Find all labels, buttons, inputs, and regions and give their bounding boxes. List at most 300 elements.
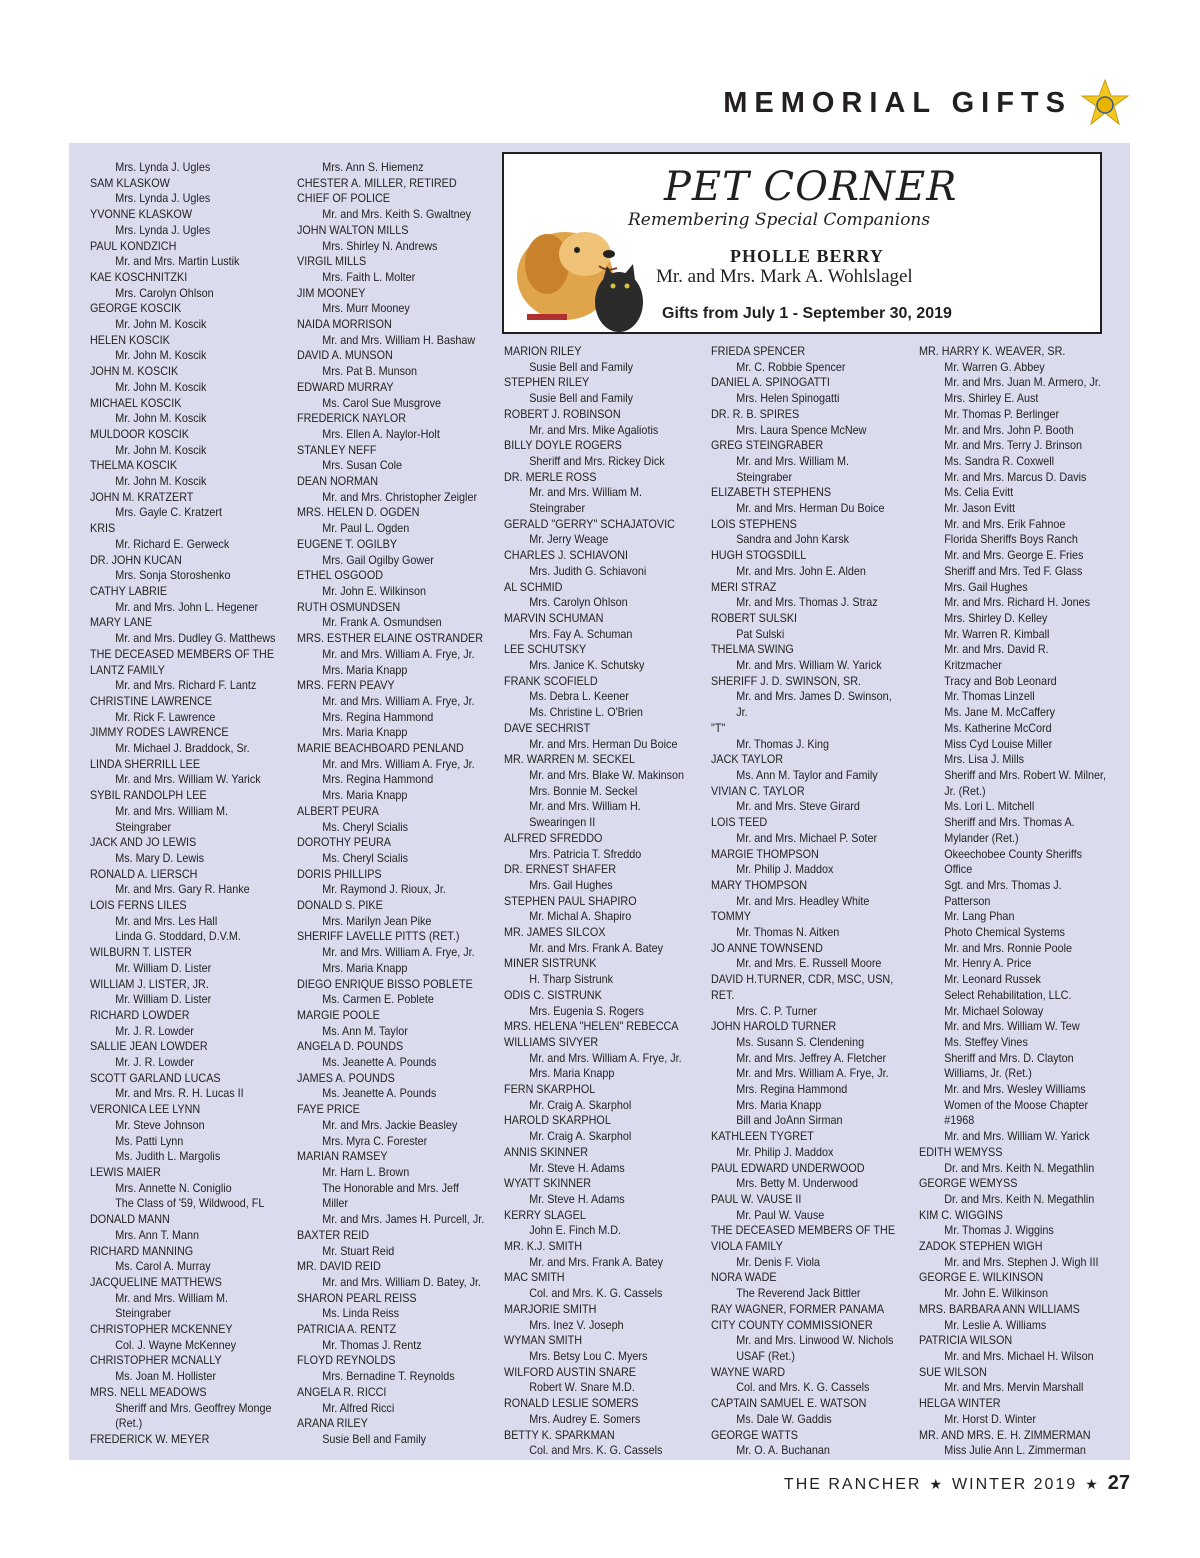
donor-name: Miss Julie Ann L. Zimmerman — [944, 1443, 1086, 1458]
donor-name: Mr. Denis F. Viola — [736, 1254, 821, 1269]
donor-name: Mr. and Mrs. Les Hall — [115, 913, 218, 928]
honoree-name: GEORGE KOSCIK — [90, 301, 182, 316]
honoree-name: MR. K.J. SMITH — [504, 1239, 583, 1254]
donor-name: Mrs. Regina Hammond — [322, 709, 434, 724]
donor-name: Mr. Thomas J. Wiggins — [944, 1223, 1054, 1238]
honoree-name: MARIE BEACHBOARD PENLAND — [297, 741, 464, 756]
donor-name: Ms. Carmen E. Poblete — [322, 992, 434, 1007]
donor-name: Mrs. Shirley D. Kelley — [944, 610, 1048, 625]
honoree-name: MRS. BARBARA ANN WILLIAMS — [919, 1301, 1080, 1316]
honoree-name: CHRISTOPHER MCNALLY — [90, 1353, 222, 1368]
donor-name: Mrs. Gayle C. Kratzert — [115, 505, 223, 520]
honoree-name: JAMES A. POUNDS — [297, 1070, 395, 1085]
honoree-name: LOIS FERNS LILES — [90, 898, 187, 913]
pet-donor: Mr. and Mrs. Mark A. Wohlslagel — [656, 266, 913, 287]
donor-name: Sheriff and Mrs. D. Clayton — [944, 1050, 1074, 1065]
donor-name: Mr. Philip J. Maddox — [736, 862, 834, 877]
honoree-name: KIM C. WIGGINS — [919, 1207, 1004, 1222]
donor-name: Mr. and Mrs. Marcus D. Davis — [944, 469, 1087, 484]
donor-name: Mr. and Mrs. William M. — [529, 485, 643, 500]
donor-name: Mr. Raymond J. Rioux, Jr. — [322, 882, 446, 897]
donor-name: Patterson — [944, 893, 991, 908]
donor-name: Mr. J. R. Lowder — [115, 1023, 194, 1038]
honoree-name: CAPTAIN SAMUEL E. WATSON — [711, 1396, 867, 1411]
donor-name: Ms. Jane M. McCaffery — [944, 705, 1056, 720]
donor-name: (Ret.) — [115, 1416, 143, 1431]
honoree-name: ANNIS SKINNER — [504, 1144, 589, 1159]
honoree-name: JOHN M. KOSCIK — [90, 364, 179, 379]
donor-name: Kritzmacher — [944, 658, 1002, 673]
honoree-name: CHRISTOPHER MCKENNEY — [90, 1322, 233, 1337]
donor-name: Mrs. Lynda J. Ugles — [115, 222, 211, 237]
honoree-name: MAC SMITH — [504, 1270, 565, 1285]
donor-name: Mrs. Annette N. Coniglio — [115, 1180, 232, 1195]
donor-name: Mrs. Maria Knapp — [322, 725, 408, 740]
donor-name: Mrs. Shirley N. Andrews — [322, 238, 438, 253]
star-separator-icon: ★ — [929, 1476, 945, 1492]
donor-name: Mr. and Mrs. Christopher Zeigler — [322, 489, 478, 504]
donor-name: Mr. William D. Lister — [115, 960, 212, 975]
donor-name: Mr. Rick F. Lawrence — [115, 709, 216, 724]
honoree-name: PAUL EDWARD UNDERWOOD — [711, 1160, 865, 1175]
donor-name: USAF (Ret.) — [736, 1349, 796, 1363]
honoree-name: DAVE SECHRIST — [504, 720, 591, 735]
donor-name: Mrs. Ann T. Mann — [115, 1227, 200, 1242]
donor-name: Mr. and Mrs. John L. Hegener — [115, 599, 259, 614]
donor-name: Mr. and Mrs. Michael P. Soter — [736, 830, 878, 845]
donor-name: Mrs. Regina Hammond — [736, 1082, 848, 1097]
donor-name: Mr. and Mrs. Richard F. Lantz — [115, 678, 257, 693]
donor-name: Mrs. Maria Knapp — [322, 788, 408, 803]
honoree-name: DAVID A. MUNSON — [297, 348, 393, 363]
donor-name: Mr. Thomas J. King — [736, 736, 830, 751]
donor-name: Mr. Steve H. Adams — [529, 1160, 625, 1175]
honoree-name: RICHARD LOWDER — [90, 1007, 190, 1022]
donor-name: Mr. and Mrs. Keith S. Gwaltney — [322, 207, 472, 222]
honoree-name: MARVIN SCHUMAN — [504, 610, 604, 625]
donor-name: Mr. John E. Wilkinson — [322, 583, 427, 598]
donor-name: Robert W. Snare M.D. — [529, 1380, 635, 1395]
donor-name: Mr. and Mrs. Stephen J. Wigh III — [944, 1254, 1099, 1269]
honoree-name: VIRGIL MILLS — [297, 254, 367, 269]
honoree-name: PATRICIA WILSON — [919, 1333, 1013, 1348]
honoree-name: MR. DAVID REID — [297, 1259, 381, 1274]
honoree-name: ODIS C. SISTRUNK — [504, 987, 602, 1002]
donor-name: Ms. Debra L. Keener — [529, 689, 629, 704]
honoree-name: MERI STRAZ — [711, 579, 777, 594]
donor-name: Ms. Steffey Vines — [944, 1034, 1028, 1049]
donor-name: Mr. and Mrs. William W. Yarick — [115, 772, 261, 787]
donor-name: Mr. Thomas P. Berlinger — [944, 406, 1060, 421]
honoree-name: FAYE PRICE — [297, 1102, 360, 1117]
donor-name: Mrs. Murr Mooney — [322, 301, 410, 316]
donor-name: Mrs. Janice K. Schutsky — [529, 658, 645, 673]
donor-name: Mr. and Mrs. William H. Bashaw — [322, 332, 476, 347]
donor-name: Ms. Carol Sue Musgrove — [322, 395, 442, 410]
donor-name: Mrs. Eugenia S. Rogers — [529, 1003, 644, 1018]
donor-name: Mr. Philip J. Maddox — [736, 1144, 834, 1159]
donor-name: Women of the Moose Chapter — [944, 1097, 1089, 1112]
donor-name: Mrs. Bernadine T. Reynolds — [322, 1369, 455, 1384]
donor-name: #1968 — [944, 1113, 975, 1128]
donor-name: Ms. Katherine McCord — [944, 720, 1052, 735]
donor-name: Steingraber — [529, 501, 586, 516]
memorial-column-4 — [711, 344, 916, 1459]
donor-name: Mrs. Myra C. Forester — [322, 1133, 428, 1148]
honoree-name: MRS. HELEN D. OGDEN — [297, 505, 420, 520]
donor-name: Mrs. Maria Knapp — [529, 1066, 615, 1081]
honoree-name: MARIAN RAMSEY — [297, 1149, 388, 1164]
donor-name: Mrs. Lisa J. Mills — [944, 752, 1025, 767]
honoree-name: RUTH OSMUNDSEN — [297, 599, 401, 614]
issue-label: WINTER 2019 — [952, 1476, 1078, 1493]
honoree-name: CHESTER A. MILLER, RETIRED — [297, 175, 457, 190]
honoree-name: DEAN NORMAN — [297, 474, 379, 489]
honoree-name: JACK TAYLOR — [711, 752, 784, 767]
honoree-name: WILBURN T. LISTER — [90, 945, 192, 960]
honoree-name: TOMMY — [711, 909, 752, 924]
donor-name: Mrs. Ann S. Hiemenz — [322, 160, 424, 174]
honoree-name: SHARON PEARL REISS — [297, 1290, 417, 1305]
honoree-name: WILLIAMS SIVYER — [504, 1034, 599, 1049]
honoree-name: DAVID H.TURNER, CDR, MSC, USN, — [711, 972, 894, 987]
honoree-name: HUGH STOGSDILL — [711, 548, 807, 563]
donor-name: Mrs. Faith L. Molter — [322, 269, 416, 284]
honoree-name: LANTZ FAMILY — [90, 662, 165, 677]
donor-name: The Class of '59, Wildwood, FL — [115, 1196, 265, 1211]
donor-name: Mr. Henry A. Price — [944, 956, 1032, 971]
donor-name: Linda G. Stoddard, D.V.M. — [115, 929, 241, 944]
donor-name: Mr. and Mrs. Martin Lustik — [115, 254, 240, 269]
donor-name: Mr. Warren R. Kimball — [944, 626, 1050, 641]
honoree-name: PATRICIA A. RENTZ — [297, 1322, 397, 1337]
donor-name: Mr. Warren G. Abbey — [944, 359, 1045, 374]
donor-name: Williams, Jr. (Ret.) — [944, 1066, 1032, 1081]
honoree-name: RAY WAGNER, FORMER PANAMA — [711, 1301, 885, 1316]
donor-name: Mr. William D. Lister — [115, 992, 212, 1007]
honoree-name: ANGELA R. RICCI — [297, 1384, 387, 1399]
donor-name: Mr. and Mrs. William M. — [736, 453, 850, 468]
donor-name: Mr. and Mrs. Richard H. Jones — [944, 595, 1091, 610]
donor-name: Ms. Judith L. Margolis — [115, 1149, 221, 1164]
honoree-name: MR. JAMES SILCOX — [504, 925, 606, 940]
donor-name: Mr. and Mrs. Michael H. Wilson — [944, 1349, 1094, 1363]
honoree-name: SAM KLASKOW — [90, 175, 170, 190]
donor-name: Mr. Craig A. Skarphol — [529, 1097, 632, 1112]
dog-and-cat-illustration — [507, 214, 647, 332]
donor-name: Mrs. Gail Hughes — [944, 579, 1028, 594]
donor-name: Mr. and Mrs. William A. Frye, Jr. — [529, 1050, 682, 1065]
honoree-name: MARGIE POOLE — [297, 1007, 380, 1022]
donor-name: Mr. Jerry Weage — [529, 532, 609, 547]
honoree-name: RICHARD MANNING — [90, 1243, 194, 1258]
donor-name: Okeechobee County Sheriffs — [944, 846, 1083, 861]
honoree-name: PAUL W. VAUSE II — [711, 1191, 802, 1206]
honoree-name: RET. — [711, 987, 735, 1002]
donor-name: Mrs. Sonja Storoshenko — [115, 568, 231, 583]
donor-name: Mr. John M. Koscik — [115, 317, 207, 332]
honoree-name: MICHAEL KOSCIK — [90, 395, 182, 410]
donor-name: Mrs. Laura Spence McNew — [736, 422, 867, 437]
page-number: 27 — [1107, 1472, 1130, 1494]
donor-name: Mr. John M. Koscik — [115, 474, 207, 489]
honoree-name: MRS. HELENA "HELEN" REBECCA — [504, 1019, 679, 1034]
pet-corner-subtitle: Remembering Special Companions — [628, 210, 931, 230]
donor-name: Sheriff and Mrs. Rickey Dick — [529, 453, 665, 468]
honoree-name: MARGIE THOMPSON — [711, 846, 819, 861]
donor-name: Tracy and Bob Leonard — [944, 673, 1057, 688]
honoree-name: MARY THOMPSON — [711, 877, 808, 892]
honoree-name: JIMMY RODES LAWRENCE — [90, 725, 229, 740]
honoree-name: ROBERT J. ROBINSON — [504, 406, 621, 421]
donor-name: Mr. Michael Soloway — [944, 1003, 1044, 1018]
donor-name: Mr. and Mrs. William A. Frye, Jr. — [736, 1066, 889, 1081]
donor-name: Mr. and Mrs. William W. Tew — [944, 1019, 1080, 1034]
donor-name: Ms. Christine L. O'Brien — [529, 705, 643, 720]
memorial-column-5 — [919, 344, 1124, 1459]
donor-name: The Reverend Jack Bittler — [736, 1286, 861, 1301]
honoree-name: WYATT SKINNER — [504, 1176, 592, 1191]
honoree-name: CHRISTINE LAWRENCE — [90, 693, 213, 708]
donor-name: Pat Sulski — [736, 626, 785, 641]
donor-name: Miss Cyd Louise Miller — [944, 736, 1053, 751]
honoree-name: DR. JOHN KUCAN — [90, 552, 182, 567]
honoree-name: MRS. ESTHER ELAINE OSTRANDER — [297, 631, 484, 646]
honoree-name: DR. ERNEST SHAFER — [504, 862, 617, 877]
donor-name: Ms. Ann M. Taylor and Family — [736, 767, 878, 782]
honoree-name: HELEN KOSCIK — [90, 332, 170, 347]
memorial-column-1 — [90, 160, 295, 1448]
honoree-name: SUE WILSON — [919, 1364, 987, 1379]
donor-name: Mr. and Mrs. Terry J. Brinson — [944, 438, 1083, 453]
honoree-name: MULDOOR KOSCIK — [90, 426, 190, 441]
honoree-name: GEORGE WATTS — [711, 1427, 799, 1442]
honoree-name: DR. R. B. SPIRES — [711, 406, 800, 421]
honoree-name: VERONICA LEE LYNN — [90, 1102, 201, 1117]
honoree-name: DONALD S. PIKE — [297, 898, 383, 913]
donor-name: Sheriff and Mrs. Thomas A. — [944, 815, 1075, 830]
donor-name: Mr. and Mrs. William A. Frye, Jr. — [322, 945, 475, 960]
gift-period: Gifts from July 1 - September 30, 2019 — [662, 305, 952, 322]
honoree-name: MR. HARRY K. WEAVER, SR. — [919, 344, 1066, 358]
donor-name: Photo Chemical Systems — [944, 925, 1065, 940]
honoree-name: BETTY K. SPARKMAN — [504, 1427, 615, 1442]
honoree-name: DOROTHY PEURA — [297, 835, 392, 850]
honoree-name: THELMA KOSCIK — [90, 458, 178, 473]
donor-name: Mr. and Mrs. William D. Batey, Jr. — [322, 1274, 482, 1289]
donor-name: Mr. and Mrs. Wesley Williams — [944, 1082, 1086, 1097]
honoree-name: ALFRED SFREDDO — [504, 830, 603, 845]
donor-name: Ms. Carol A. Murray — [115, 1259, 211, 1274]
donor-name: Mr. and Mrs. William A. Frye, Jr. — [322, 756, 475, 771]
page-header — [723, 78, 1130, 128]
donor-name: Mrs. Marilyn Jean Pike — [322, 913, 432, 928]
honoree-name: ARANA RILEY — [297, 1416, 368, 1431]
donor-name: Mr. Michal A. Shapiro — [529, 909, 632, 924]
donor-name: Mrs. Ellen A. Naylor-Holt — [322, 426, 440, 441]
page-footer — [784, 1472, 1130, 1495]
honoree-name: SALLIE JEAN LOWDER — [90, 1039, 208, 1054]
donor-name: Mrs. Gail Hughes — [529, 877, 613, 892]
honoree-name: FLOYD REYNOLDS — [297, 1353, 396, 1368]
donor-name: Mr. and Mrs. William H. — [529, 799, 641, 814]
donor-name: Mr. Craig A. Skarphol — [529, 1129, 632, 1144]
honoree-name: BILLY DOYLE ROGERS — [504, 438, 622, 453]
donor-name: Sheriff and Mrs. Ted F. Glass — [944, 563, 1083, 578]
honoree-name: VIOLA FAMILY — [711, 1239, 783, 1254]
donor-name: Susie Bell and Family — [529, 359, 634, 374]
donor-name: Mr. Paul W. Vause — [736, 1207, 825, 1222]
honoree-name: FREDERICK NAYLOR — [297, 411, 407, 426]
honoree-name: LINDA SHERRILL LEE — [90, 756, 201, 771]
donor-name: Office — [944, 862, 973, 877]
honoree-name: GREG STEINGRABER — [711, 438, 824, 453]
donor-name: Ms. Jeanette A. Pounds — [322, 1086, 437, 1101]
donor-name: Mr. Thomas N. Aitken — [736, 925, 840, 940]
donor-name: Mr. and Mrs. Blake W. Makinson — [529, 767, 685, 782]
donor-name: Mr. and Mrs. William A. Frye, Jr. — [322, 646, 475, 661]
honoree-name: DIEGO ENRIQUE BISSO POBLETE — [297, 976, 473, 991]
honoree-name: LEWIS MAIER — [90, 1165, 161, 1179]
donor-name: Mr. and Mrs. William A. Frye, Jr. — [322, 693, 475, 708]
memorial-column-2 — [297, 160, 502, 1448]
donor-name: Mrs. Regina Hammond — [322, 772, 434, 787]
donor-name: Mr. and Mrs. Steve Girard — [736, 799, 860, 814]
honoree-name: ANGELA D. POUNDS — [297, 1039, 404, 1054]
donor-name: Steingraber — [736, 469, 793, 484]
donor-name: Mrs. Carolyn Ohlson — [115, 285, 214, 300]
honoree-name: GEORGE WEMYSS — [919, 1176, 1018, 1191]
honoree-name: MARION RILEY — [504, 344, 582, 358]
donor-name: Mrs. Gail Ogilby Gower — [322, 552, 434, 567]
pet-corner-title: PET CORNER — [664, 164, 958, 210]
honoree-name: NAIDA MORRISON — [297, 317, 392, 332]
donor-name: Sheriff and Mrs. Robert W. Milner, — [944, 767, 1107, 782]
gold-star-icon — [1080, 78, 1130, 128]
honoree-name: FREDERICK W. MEYER — [90, 1431, 210, 1446]
donor-name: Mr. Thomas J. Rentz — [322, 1337, 422, 1352]
honoree-name: MR. AND MRS. E. H. ZIMMERMAN — [919, 1427, 1091, 1442]
donor-name: Mrs. Betsy Lou C. Myers — [529, 1349, 648, 1363]
donor-name: Mr. Michael J. Braddock, Sr. — [115, 741, 250, 756]
donor-name: Jr. (Ret.) — [944, 783, 986, 798]
honoree-name: MRS. FERN PEAVY — [297, 678, 395, 693]
donor-name: Mrs. Susan Cole — [322, 458, 403, 473]
donor-name: Steingraber — [115, 819, 172, 834]
donor-name: Mr. Lang Phan — [944, 909, 1015, 924]
donor-name: Jr. — [736, 705, 748, 720]
honoree-name: EDWARD MURRAY — [297, 379, 394, 394]
donor-name: Mr. Richard E. Gerweck — [115, 536, 230, 551]
donor-name: Mr. and Mrs. James H. Purcell, Jr. — [322, 1212, 485, 1227]
donor-name: Mr. and Mrs. William M. — [115, 1290, 229, 1305]
honoree-name: CHARLES J. SCHIAVONI — [504, 548, 629, 563]
donor-name: Susie Bell and Family — [529, 391, 634, 406]
honoree-name: GERALD "GERRY" SCHAJATOVIC — [504, 516, 675, 531]
donor-name: Mr. John M. Koscik — [115, 411, 207, 426]
pet-name: PHOLLE BERRY — [730, 246, 884, 266]
donor-name: Mr. John E. Wilkinson — [944, 1286, 1049, 1301]
donor-name: Mrs. Maria Knapp — [736, 1097, 822, 1112]
donor-name: Mrs. Maria Knapp — [322, 662, 408, 677]
honoree-name: LOIS STEPHENS — [711, 516, 797, 531]
donor-name: Mr. Leslie A. Williams — [944, 1317, 1047, 1332]
donor-name: Ms. Sandra R. Coxwell — [944, 453, 1055, 468]
honoree-name: RONALD LESLIE SOMERS — [504, 1396, 639, 1411]
honoree-name: HELGA WINTER — [919, 1396, 1001, 1411]
donor-name: Mr. and Mrs. R. H. Lucas II — [115, 1086, 244, 1101]
honoree-name: SCOTT GARLAND LUCAS — [90, 1070, 221, 1085]
donor-name: H. Tharp Sistrunk — [529, 972, 614, 987]
honoree-name: KRIS — [90, 521, 116, 536]
donor-name: Select Rehabilitation, LLC. — [944, 987, 1072, 1002]
donor-name: Mr. and Mrs. William W. Yarick — [944, 1129, 1090, 1144]
donor-name: Florida Sheriffs Boys Ranch — [944, 532, 1078, 547]
donor-name: Sgt. and Mrs. Thomas J. — [944, 877, 1062, 892]
donor-name: Mr. and Mrs. Linwood W. Nichols — [736, 1333, 894, 1348]
honoree-name: DR. MERLE ROSS — [504, 469, 597, 484]
donor-name: Ms. Lori L. Mitchell — [944, 799, 1035, 814]
donor-name: Mr. John M. Koscik — [115, 442, 207, 457]
honoree-name: FRANK SCOFIELD — [504, 673, 598, 688]
donor-name: Mr. and Mrs. William W. Yarick — [736, 658, 882, 673]
donor-name: Mr. and Mrs. Erik Fahnoe — [944, 516, 1066, 531]
donor-name: Mrs. Carolyn Ohlson — [529, 595, 628, 610]
honoree-name: CITY COUNTY COMMISSIONER — [711, 1317, 873, 1332]
donor-name: Mr. and Mrs. William M. — [115, 803, 229, 818]
donor-name: Mr. and Mrs. Gary R. Hanke — [115, 882, 250, 897]
donor-name: Mr. and Mrs. Mervin Marshall — [944, 1380, 1084, 1395]
honoree-name: ELIZABETH STEPHENS — [711, 485, 832, 500]
donor-name: Mrs. Lynda J. Ugles — [115, 160, 211, 174]
donor-name: Mrs. Shirley E. Aust — [944, 391, 1039, 406]
donor-name: Col. and Mrs. K. G. Cassels — [529, 1443, 663, 1458]
donor-name: Dr. and Mrs. Keith N. Megathlin — [944, 1191, 1095, 1206]
donor-name: Col. J. Wayne McKenney — [115, 1337, 237, 1352]
donor-name: Mrs. C. P. Turner — [736, 1003, 818, 1018]
donor-name: Mrs. Patricia T. Sfreddo — [529, 846, 642, 861]
honoree-name: STANLEY NEFF — [297, 442, 377, 457]
donor-name: Sandra and John Karsk — [736, 532, 850, 547]
donor-name: Mr. and Mrs. John P. Booth — [944, 422, 1074, 437]
donor-name: Mr. Steve H. Adams — [529, 1191, 625, 1206]
donor-name: Mr. John M. Koscik — [115, 379, 207, 394]
honoree-name: STEPHEN PAUL SHAPIRO — [504, 893, 637, 908]
donor-name: Mr. and Mrs. George E. Fries — [944, 548, 1084, 563]
donor-name: Mr. and Mrs. Juan M. Armero, Jr. — [944, 375, 1101, 390]
honoree-name: NORA WADE — [711, 1270, 777, 1285]
honoree-name: CATHY LABRIE — [90, 583, 168, 598]
donor-name: Mrs. Maria Knapp — [322, 960, 408, 975]
donor-name: Mrs. Fay A. Schuman — [529, 626, 633, 641]
honoree-name: KERRY SLAGEL — [504, 1207, 586, 1222]
honoree-name: PAUL KONDZICH — [90, 238, 177, 253]
honoree-name: JOHN WALTON MILLS — [297, 222, 409, 237]
honoree-name: SYBIL RANDOLPH LEE — [90, 788, 207, 803]
honoree-name: JACQUELINE MATTHEWS — [90, 1274, 222, 1289]
honoree-name: ETHEL OSGOOD — [297, 568, 384, 583]
honoree-name: KATHLEEN TYGRET — [711, 1129, 814, 1144]
donor-name: Col. and Mrs. K. G. Cassels — [529, 1286, 663, 1301]
donor-name: Mr. Harn L. Brown — [322, 1165, 410, 1179]
honoree-name: LOIS TEED — [711, 815, 768, 830]
donor-name: Mr. Paul L. Ogden — [322, 521, 410, 536]
donor-name: Ms. Cheryl Scialis — [322, 819, 409, 834]
donor-name: Mr. John M. Koscik — [115, 348, 207, 363]
honoree-name: ZADOK STEPHEN WIGH — [919, 1239, 1043, 1254]
honoree-name: SHERIFF LAVELLE PITTS (RET.) — [297, 929, 460, 944]
honoree-name: EDITH WEMYSS — [919, 1144, 1003, 1159]
